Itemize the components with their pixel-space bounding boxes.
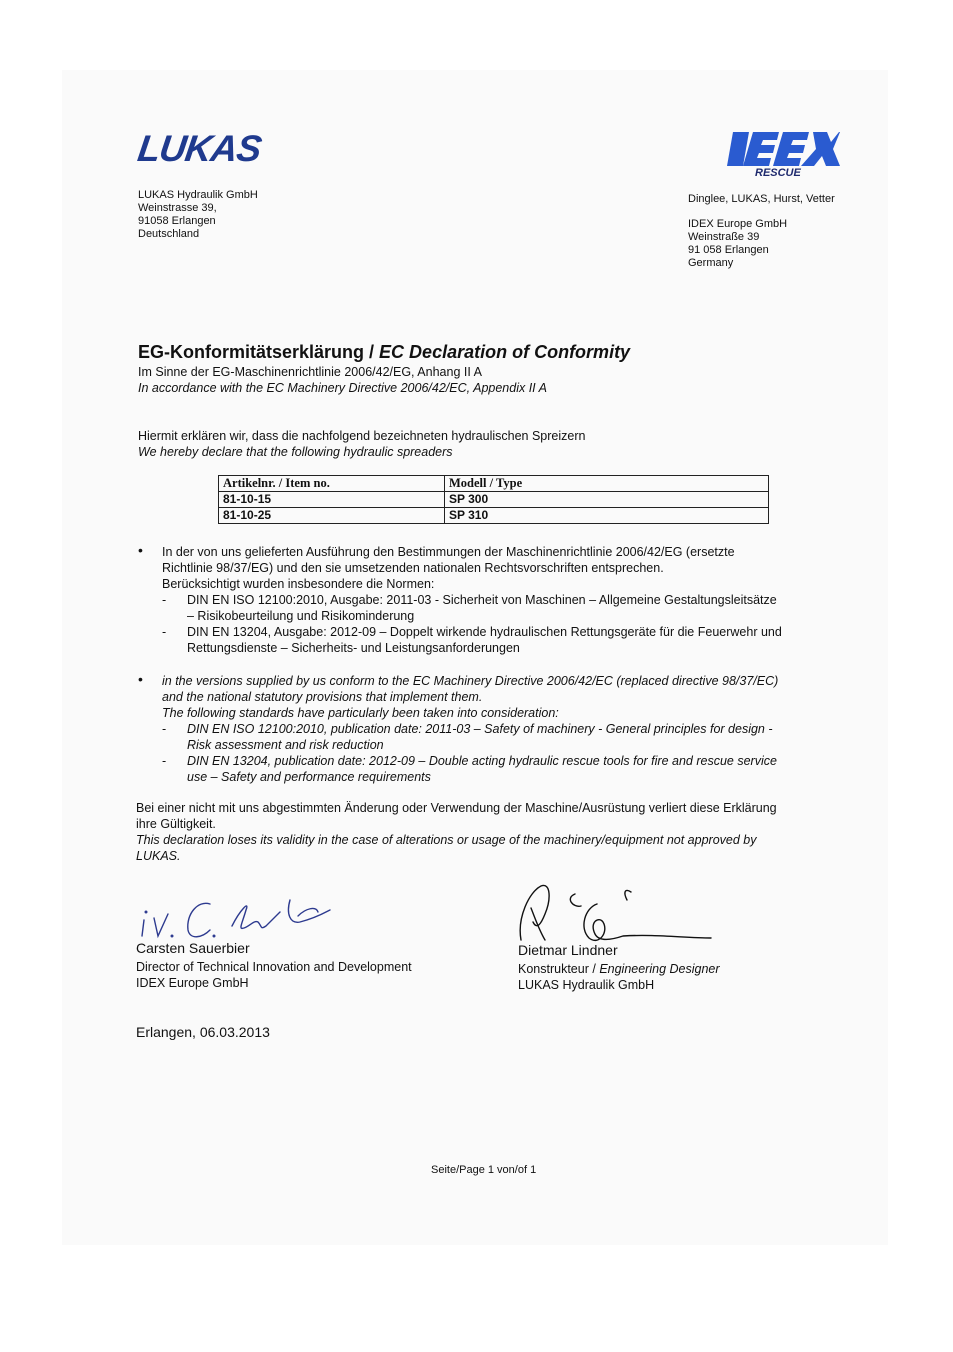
- title-en: EC Declaration of Conformity: [379, 342, 631, 362]
- place-date: Erlangen, 06.03.2013: [136, 1024, 270, 1040]
- text-line: Risk assessment and risk reduction: [187, 738, 384, 752]
- bullet-de: [162, 544, 735, 592]
- address-line: 91 058 Erlangen: [688, 244, 769, 256]
- text-line: use – Safety and performance requirements: [187, 770, 431, 784]
- validity-de: [136, 800, 777, 832]
- table-row: [219, 492, 769, 508]
- bullet-icon: •: [138, 542, 143, 558]
- text-line: In der von uns gelieferten Ausführung den Bestimmungen der Maschinenrichtlinie 2006/42/EG (ersetzte: [162, 545, 735, 559]
- table-cell: SP 310: [445, 508, 769, 524]
- text-line: in the versions supplied by us conform to the EC Machinery Directive 2006/42/EC (replaced directive 98/37/EC): [162, 674, 779, 688]
- bullet-icon: •: [138, 671, 143, 687]
- address-line: 91058 Erlangen: [138, 215, 216, 227]
- text-line: Richtlinie 98/37/EG) und den sie umsetzenden nationalen Rechtsvorschriften entsprechen.: [162, 561, 664, 575]
- text-line: This declaration loses its validity in the case of alterations or usage of the machinery/equipment not approved by: [136, 833, 757, 847]
- dash-icon: -: [162, 722, 167, 736]
- address-line: Weinstraße 39: [688, 231, 760, 243]
- text-line: DIN EN ISO 12100:2010, publication date: 2011-03 – Safety of machinery - General principles for design -: [187, 722, 773, 736]
- text-line: Bei einer nicht mit uns abgestimmten Änderung oder Verwendung der Maschine/Ausrüstung verliert diese Erklärung: [136, 801, 777, 815]
- text-line: – Risikobeurteilung und Risikominderung: [187, 609, 415, 623]
- role-en: Engineering Designer: [599, 962, 720, 976]
- dash-icon: -: [162, 593, 167, 607]
- bullet-en: [162, 673, 778, 721]
- validity-en: [136, 832, 756, 864]
- text-line: Berücksichtigt wurden insbesondere die Normen:: [162, 577, 435, 591]
- page-footer: Seite/Page 1 von/of 1: [431, 1164, 537, 1176]
- text-line: DIN EN 13204, publication date: 2012-09 – Double acting hydraulic rescue tools for fire and rescue service: [187, 754, 777, 768]
- address-line: Deutschland: [138, 228, 200, 240]
- dash-icon: -: [162, 754, 167, 768]
- lukas-address: [138, 189, 258, 241]
- table-cell: SP 300: [445, 492, 769, 508]
- table-header-cell: Modell / Type: [445, 476, 769, 492]
- dash-icon: -: [162, 625, 167, 639]
- text-line: Rettungsdienste – Sicherheits- und Leistungsanforderungen: [187, 641, 520, 655]
- idex-rescue-label: RESCUE: [755, 167, 801, 179]
- subtitle-de: Im Sinne der EG-Maschinenrichtlinie 2006/42/EG, Anhang II A: [138, 365, 482, 379]
- table-cell: 81-10-15: [219, 492, 445, 508]
- table-cell: 81-10-25: [219, 508, 445, 524]
- signer-right-name: Dietmar Lindner: [518, 942, 618, 958]
- signer-right-role: [518, 961, 720, 977]
- item-table: [218, 475, 769, 524]
- subtitle-en: In accordance with the EC Machinery Directive 2006/42/EC, Appendix II A: [138, 381, 548, 395]
- intro-de: Hiermit erklären wir, dass die nachfolgend bezeichneten hydraulischen Spreizern: [138, 429, 586, 443]
- brand-names: Dinglee, LUKAS, Hurst, Vetter: [688, 193, 835, 205]
- idex-logo: [727, 132, 840, 166]
- address-line: LUKAS Hydraulik GmbH: [138, 189, 258, 201]
- text-line: DIN EN 13204, Ausgabe: 2012-09 – Doppelt wirkende hydraulischen Rettungsgeräte für die Feuerwehr und: [187, 625, 782, 639]
- standard-en-1: [187, 721, 773, 753]
- text-line: DIN EN ISO 12100:2010, Ausgabe: 2011-03 - Sicherheit von Maschinen – Allgemeine Gestaltungsleitsätze: [187, 593, 777, 607]
- document-title: [138, 342, 630, 363]
- role-de: Konstrukteur /: [518, 962, 596, 976]
- idex-address: [688, 218, 787, 270]
- address-line: IDEX Europe GmbH: [688, 218, 788, 230]
- text-line: ihre Gültigkeit.: [136, 817, 216, 831]
- table-header-cell: Artikelnr. / Item no.: [219, 476, 445, 492]
- standard-en-2: [187, 753, 777, 785]
- intro-en: We hereby declare that the following hydraulic spreaders: [138, 445, 453, 459]
- text-line: LUKAS.: [136, 849, 181, 863]
- standard-de-2: [187, 624, 782, 656]
- text-line: The following standards have particularly been taken into consideration:: [162, 706, 559, 720]
- table-row: [219, 508, 769, 524]
- lukas-logo: LUKAS: [135, 128, 264, 169]
- signer-left-name: Carsten Sauerbier: [136, 940, 250, 956]
- address-line: Germany: [688, 257, 734, 269]
- standard-de-1: [187, 592, 777, 624]
- address-line: Weinstrasse 39,: [138, 202, 217, 214]
- signature-left: [140, 890, 340, 945]
- title-de: EG-Konformitätserklärung /: [138, 342, 375, 362]
- signer-left-role: Director of Technical Innovation and Development: [136, 960, 412, 974]
- text-line: and the national statutory provisions that implement them.: [162, 690, 483, 704]
- signer-left-company: IDEX Europe GmbH: [136, 976, 249, 990]
- table-header-row: [219, 476, 769, 492]
- signer-right-company: LUKAS Hydraulik GmbH: [518, 978, 655, 992]
